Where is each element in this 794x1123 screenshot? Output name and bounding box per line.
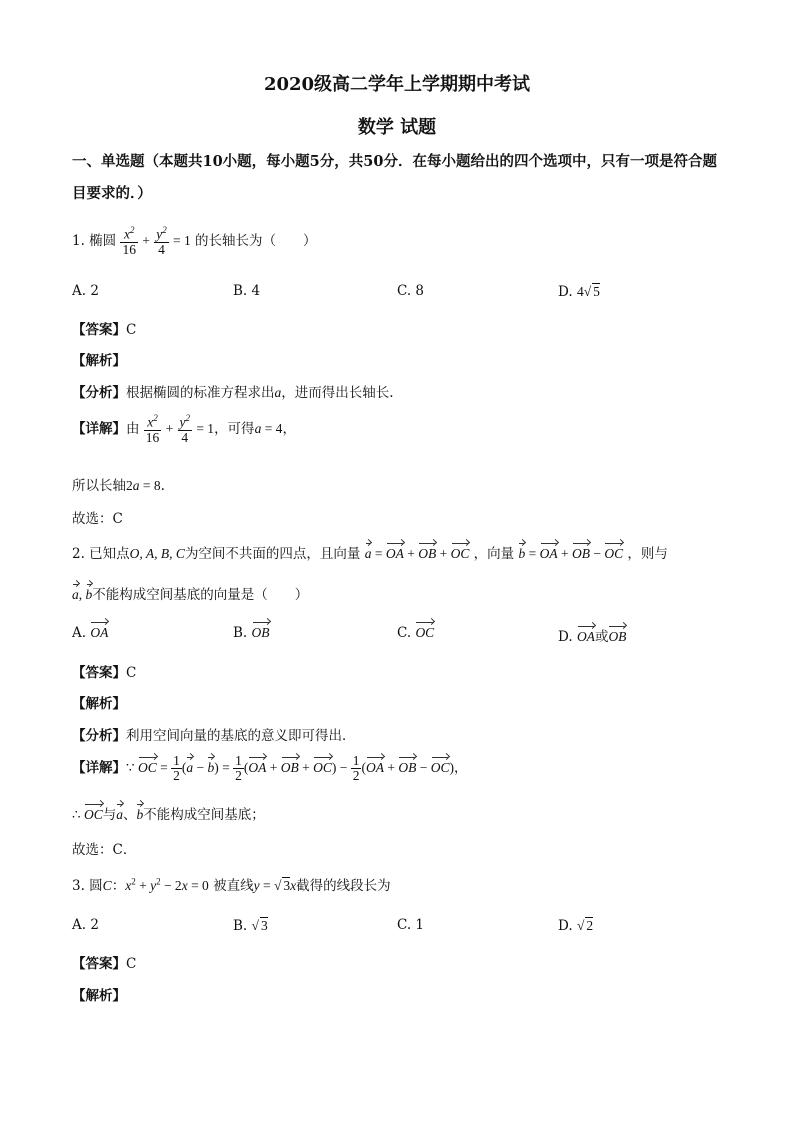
q1-stem-suffix: 的长轴长为（ ）: [195, 232, 317, 249]
q2-analysis-tag: 【解析】: [72, 696, 126, 712]
q1-option-a: A. 2: [72, 283, 99, 299]
q3-option-a: A. 2: [72, 917, 99, 933]
q2-option-c: C. OC: [397, 625, 435, 641]
q1-option-d: D. 4√ 5: [558, 284, 600, 300]
q2-option-d: D. OA或OB: [558, 629, 627, 645]
q1-analysis-tag: 【解析】: [72, 353, 126, 369]
q3-option-d: D. √ 2: [558, 918, 594, 934]
q2-option-b: B. OB: [233, 625, 270, 641]
q1-detail-line2: 所以长轴2a = 8.: [72, 478, 165, 494]
q1-answer: 【答案】C: [72, 322, 137, 338]
q3-stem: 3. 圆C：$x^2 + y^2 - 2x = 0$ 被直线y = √ 3x截得的线段长为: [72, 876, 391, 894]
q3-option-b: B. √ 3: [233, 918, 268, 934]
q1-option-b: B. 4: [233, 283, 261, 299]
page-subtitle: 数学 试题: [357, 117, 437, 138]
section-heading: 一、单选题（本题共10小题，每小题5分，共50分．在每小题给出的四个选项中，只有一项是符合题目要求的．）: [72, 153, 717, 202]
q2-detail: 【详解】∵ OC = $\frac{1}{2}$ (a − b) = $\frac{1}{2}$ (OA + OB + OC) − $\frac{1}{2}$ (OA + OB − OC)，: [72, 753, 468, 784]
q2-option-a: A. OA: [72, 625, 109, 641]
q2-answer: 【答案】C: [72, 665, 137, 681]
q1-fraction-x: $\frac{x^2}{16}$: [122, 225, 136, 257]
q1-choose: 故选：C: [72, 511, 123, 527]
q2-stem-line2: a, b不能构成空间基底的向量是（ ）: [72, 587, 309, 603]
q3-option-c: C. 1: [397, 917, 425, 933]
q2-fenxi: 【分析】利用空间向量的基底的意义即可得出．: [72, 728, 356, 744]
q3-analysis-tag: 【解析】: [72, 988, 126, 1004]
page-title: 2020级高二学年上学期期中考试: [263, 74, 531, 95]
q1-fraction-y: $\frac{y^2}{4}$: [156, 225, 167, 257]
q2-detail-line2: ∴ OC与a、b不能构成空间基底；: [72, 807, 265, 823]
q1-option-c: C. 8: [397, 283, 425, 299]
q1-stem-prefix: 1. 椭圆: [72, 232, 117, 249]
q1-detail: 【详解】由 $\frac{x^2}{16}$ + $\frac{y^2}{4}$ = 1，可得a = 4，: [72, 413, 296, 445]
q1-stem: 1. 椭圆 $\frac{x^2}{16}$ + $\frac{y^2}{4}$ = 1 的长轴长为（ ）: [72, 225, 317, 257]
q1-fenxi: 【分析】根据椭圆的标准方程求出a，进而得出长轴长.: [72, 385, 394, 401]
q3-answer: 【答案】C: [72, 956, 137, 972]
q2-choose: 故选：C．: [72, 842, 137, 858]
q2-stem: 2. 已知点O, A, B, C为空间不共面的四点，且向量 a = OA + OB + OC ，向量 b = OA + OB − OC ，则与: [72, 546, 668, 562]
